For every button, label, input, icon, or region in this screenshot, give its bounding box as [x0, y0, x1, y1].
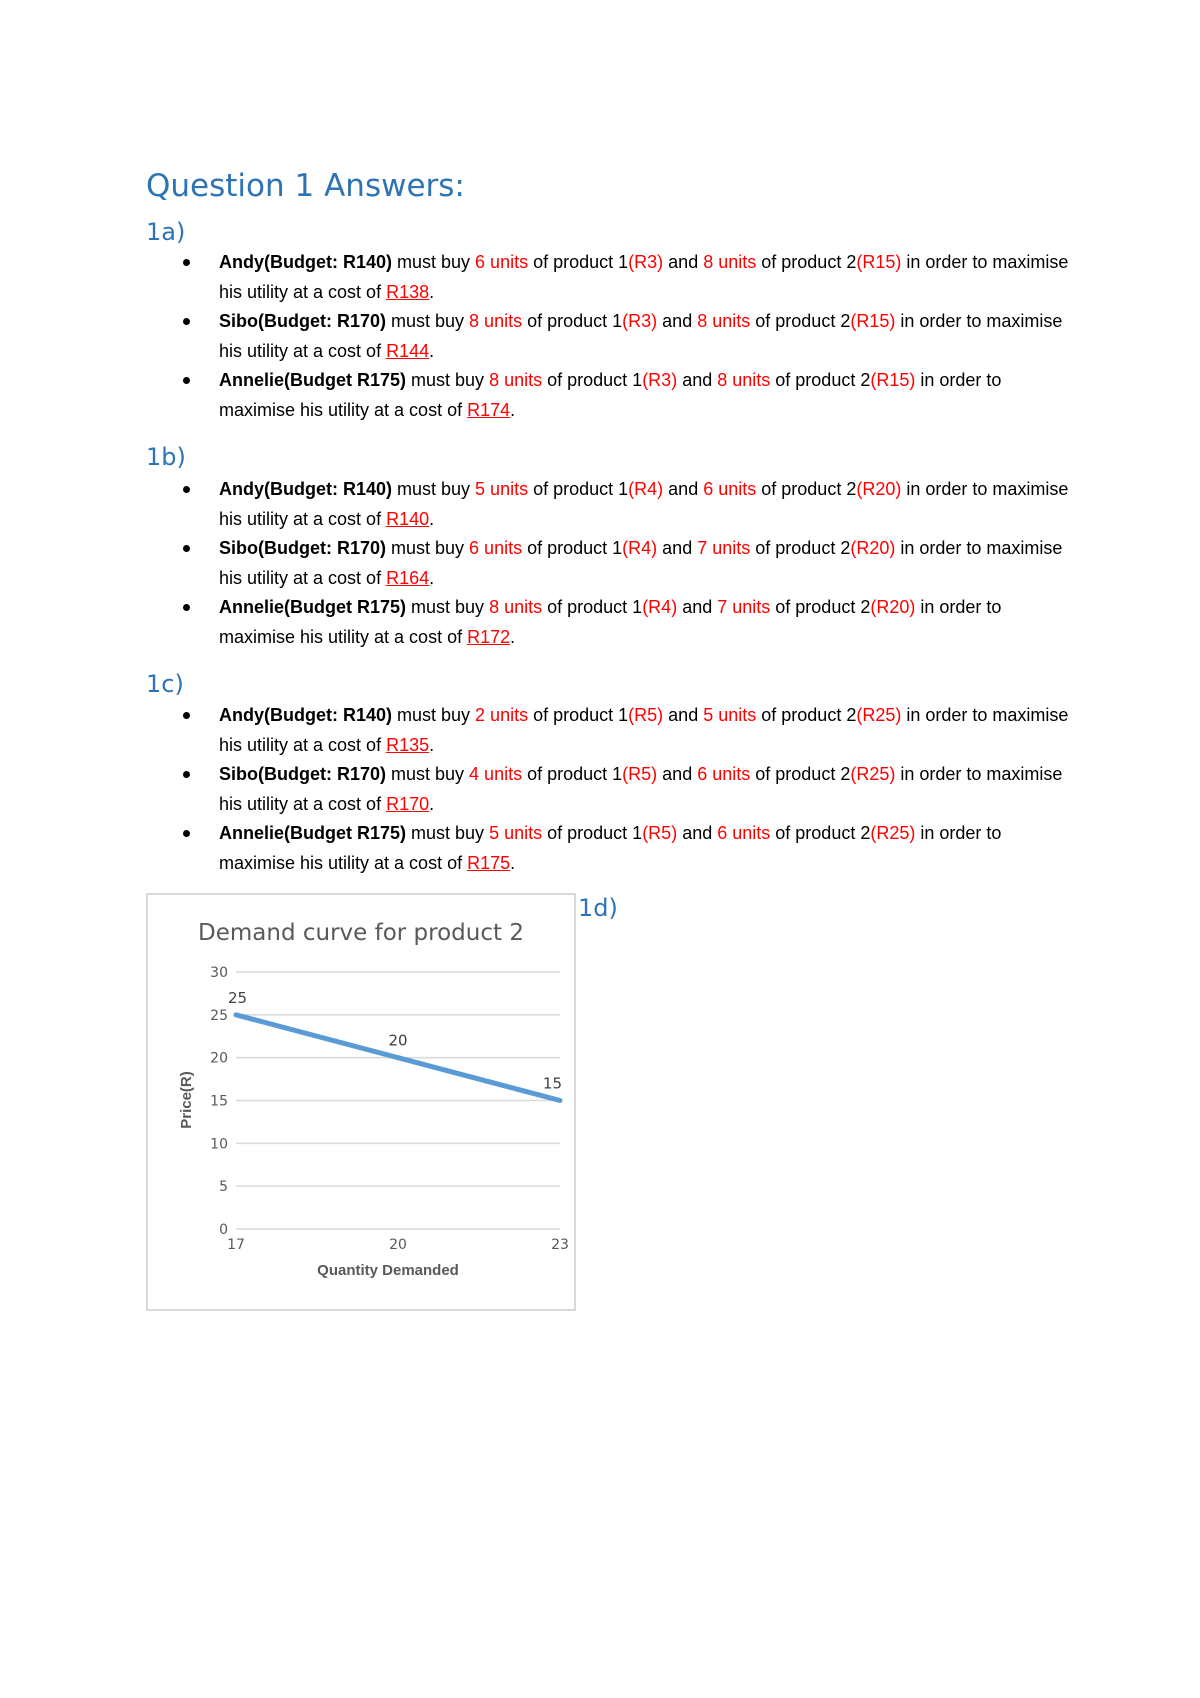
item-text: and: [657, 538, 698, 558]
total-cost: R174: [467, 399, 511, 420]
person-budget: Sibo(Budget: R170): [219, 311, 387, 331]
data-label: 20: [388, 1031, 408, 1050]
product1-quantity: 2 units: [475, 705, 529, 725]
product2-quantity: 5 units: [703, 705, 757, 725]
y-tick-label: 25: [210, 1007, 228, 1024]
product1-price: (R5): [642, 823, 678, 843]
item-text: of product 2: [750, 538, 851, 558]
bullet-icon: [183, 259, 190, 266]
total-cost: R172: [467, 626, 511, 647]
product1-price: (R3): [622, 311, 658, 331]
y-tick-label: 10: [210, 1136, 228, 1153]
y-tick-label: 5: [219, 1179, 228, 1196]
y-tick-label: 20: [210, 1050, 228, 1067]
chart-svg: [148, 895, 574, 1309]
product2-price: (R25): [850, 764, 896, 784]
item-text: in order to maximise his utility at a cost of: [219, 764, 1063, 814]
person-budget: Andy(Budget: R140): [219, 705, 393, 725]
product1-price: (R3): [628, 252, 664, 272]
product1-quantity: 5 units: [489, 823, 543, 843]
list-item: [0, 760, 1069, 819]
list-item: [0, 475, 1069, 534]
person-budget: Andy(Budget: R140): [219, 252, 393, 272]
item-text: must buy: [406, 597, 490, 617]
bullet-icon: [183, 830, 190, 837]
item-text: of product 1: [522, 311, 623, 331]
item-text: of product 1: [522, 538, 623, 558]
item-text: .: [429, 508, 435, 529]
page-title: Question 1 Answers:: [146, 168, 465, 204]
product2-price: (R25): [870, 823, 916, 843]
answer-list: [0, 248, 1069, 425]
item-text: .: [429, 567, 435, 588]
bullet-icon: [183, 604, 190, 611]
item-text: of product 2: [756, 705, 857, 725]
chart-title: Demand curve for product 2: [198, 920, 524, 946]
product1-quantity: 8 units: [469, 311, 523, 331]
item-text: of product 2: [770, 597, 871, 617]
person-budget: Sibo(Budget: R170): [219, 764, 387, 784]
person-budget: Andy(Budget: R140): [219, 479, 393, 499]
product2-quantity: 7 units: [717, 597, 771, 617]
product2-quantity: 6 units: [703, 479, 757, 499]
item-text: in order to maximise his utility at a cost of: [219, 823, 1002, 873]
y-tick-label: 0: [219, 1222, 228, 1238]
product1-price: (R4): [628, 479, 664, 499]
item-text: of product 2: [770, 823, 871, 843]
item-text: in order to maximise his utility at a cost of: [219, 597, 1002, 647]
product2-quantity: 6 units: [697, 764, 751, 784]
total-cost: R170: [386, 793, 430, 814]
list-item: [0, 593, 1069, 652]
bullet-icon: [183, 318, 190, 325]
item-text: in order to maximise his utility at a cost of: [219, 370, 1002, 420]
product1-price: (R5): [622, 764, 658, 784]
product2-price: (R20): [856, 479, 902, 499]
item-text: must buy: [386, 538, 470, 558]
product2-quantity: 8 units: [717, 370, 771, 390]
item-text: must buy: [392, 479, 476, 499]
bullet-icon: [183, 712, 190, 719]
list-item: [0, 307, 1069, 366]
person-budget: Annelie(Budget R175): [219, 597, 407, 617]
item-text: of product 2: [770, 370, 871, 390]
item-text: and: [663, 252, 704, 272]
item-text: of product 1: [528, 479, 629, 499]
item-text: must buy: [406, 823, 490, 843]
product2-price: (R15): [856, 252, 902, 272]
total-cost: R164: [386, 567, 430, 588]
demand-chart: [146, 893, 576, 1311]
item-text: .: [429, 793, 435, 814]
product1-price: (R4): [642, 597, 678, 617]
item-text: must buy: [392, 252, 476, 272]
item-text: .: [429, 340, 435, 361]
item-text: and: [663, 705, 704, 725]
item-text: and: [677, 597, 718, 617]
item-text: .: [510, 852, 516, 873]
list-item: [0, 248, 1069, 307]
item-text: of product 2: [750, 764, 851, 784]
person-budget: Annelie(Budget R175): [219, 823, 407, 843]
section-heading-1d: 1d): [578, 894, 618, 922]
product2-price: (R15): [850, 311, 896, 331]
person-budget: Sibo(Budget: R170): [219, 538, 387, 558]
x-axis-title: Quantity Demanded: [317, 1262, 459, 1279]
product2-price: (R20): [870, 597, 916, 617]
product1-quantity: 6 units: [469, 538, 523, 558]
item-text: in order to maximise his utility at a cost of: [219, 252, 1069, 302]
bullet-icon: [183, 771, 190, 778]
section-heading-1b: 1b): [146, 443, 186, 471]
product1-price: (R4): [622, 538, 658, 558]
bullet-icon: [183, 377, 190, 384]
total-cost: R135: [386, 734, 430, 755]
product1-quantity: 8 units: [489, 597, 543, 617]
item-text: of product 2: [750, 311, 851, 331]
answer-list: [0, 475, 1069, 652]
list-item: [0, 701, 1069, 760]
list-item: [0, 366, 1069, 425]
total-cost: R144: [386, 340, 430, 361]
item-text: of product 2: [756, 252, 857, 272]
item-text: of product 1: [528, 252, 629, 272]
item-text: and: [657, 764, 698, 784]
item-text: must buy: [386, 764, 470, 784]
x-tick-label: 23: [551, 1237, 569, 1253]
item-text: .: [510, 399, 516, 420]
item-text: must buy: [392, 705, 476, 725]
total-cost: R138: [386, 281, 430, 302]
item-text: must buy: [406, 370, 490, 390]
person-budget: Annelie(Budget R175): [219, 370, 407, 390]
item-text: of product 1: [542, 597, 643, 617]
item-text: and: [663, 479, 704, 499]
product2-price: (R15): [870, 370, 916, 390]
item-text: of product 1: [542, 370, 643, 390]
list-item: [0, 819, 1069, 878]
product1-price: (R3): [642, 370, 678, 390]
y-tick-label: 30: [210, 965, 228, 981]
item-text: of product 1: [522, 764, 623, 784]
product2-quantity: 8 units: [703, 252, 757, 272]
item-text: of product 1: [542, 823, 643, 843]
item-text: in order to maximise his utility at a cost of: [219, 479, 1069, 529]
item-text: and: [677, 370, 718, 390]
item-text: and: [677, 823, 718, 843]
item-text: .: [429, 281, 435, 302]
product1-quantity: 4 units: [469, 764, 523, 784]
total-cost: R140: [386, 508, 430, 529]
product2-price: (R25): [856, 705, 902, 725]
item-text: in order to maximise his utility at a cost of: [219, 311, 1063, 361]
item-text: and: [657, 311, 698, 331]
item-text: .: [510, 626, 516, 647]
x-tick-label: 17: [227, 1237, 245, 1253]
item-text: of product 2: [756, 479, 857, 499]
data-label: 15: [542, 1074, 562, 1093]
answer-list: [0, 701, 1069, 878]
data-label: 25: [228, 988, 248, 1007]
section-heading-1a: 1a): [146, 218, 186, 246]
bullet-icon: [183, 545, 190, 552]
item-text: in order to maximise his utility at a cost of: [219, 705, 1069, 755]
product1-quantity: 8 units: [489, 370, 543, 390]
item-text: in order to maximise his utility at a cost of: [219, 538, 1063, 588]
product2-quantity: 6 units: [717, 823, 771, 843]
product1-quantity: 5 units: [475, 479, 529, 499]
product2-price: (R20): [850, 538, 896, 558]
product2-quantity: 7 units: [697, 538, 751, 558]
y-axis-title: Price(R): [178, 1071, 195, 1129]
item-text: of product 1: [528, 705, 629, 725]
bullet-icon: [183, 486, 190, 493]
section-heading-1c: 1c): [146, 670, 184, 698]
x-tick-label: 20: [389, 1237, 407, 1253]
item-text: must buy: [386, 311, 470, 331]
y-tick-label: 15: [210, 1093, 228, 1110]
list-item: [0, 534, 1069, 593]
product2-quantity: 8 units: [697, 311, 751, 331]
total-cost: R175: [467, 852, 511, 873]
product1-quantity: 6 units: [475, 252, 529, 272]
product1-price: (R5): [628, 705, 664, 725]
item-text: .: [429, 734, 435, 755]
